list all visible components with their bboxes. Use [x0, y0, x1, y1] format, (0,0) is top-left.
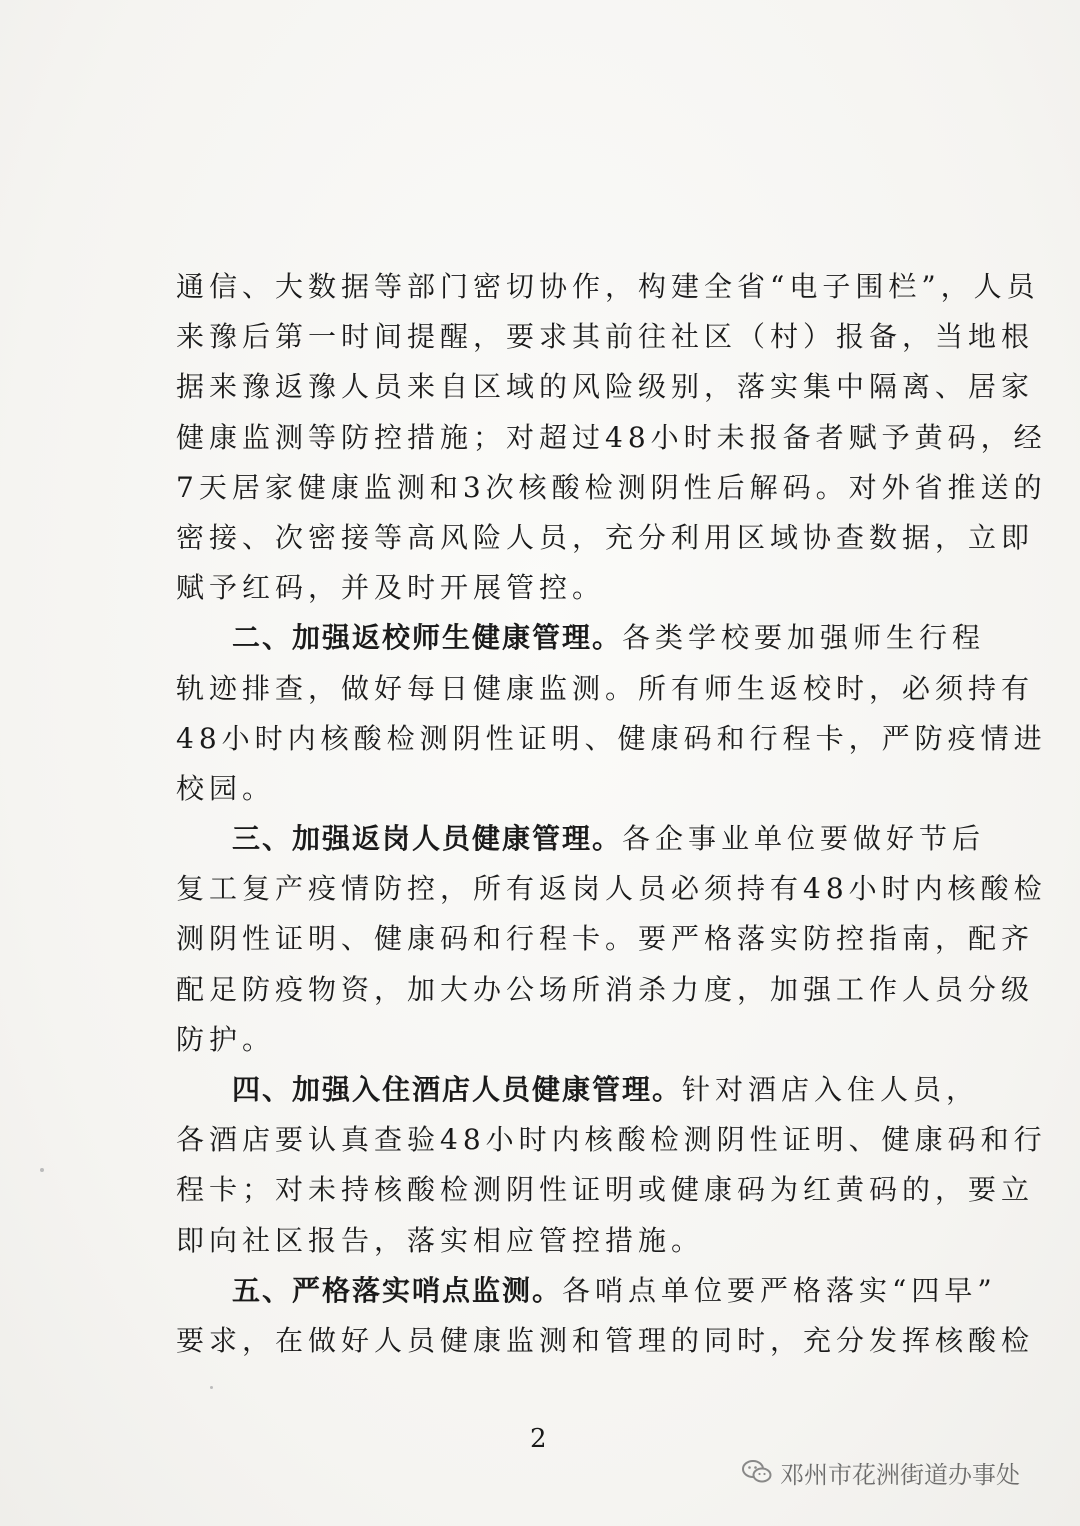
page-number: 2 — [530, 1424, 547, 1454]
section-first-line — [176, 814, 986, 864]
text-line: 配足防疫物资，加大办公场所消杀力度，加强工作人员分级 — [176, 972, 1035, 1006]
text-line: 要求，在做好人员健康监测和管理的同时，充分发挥核酸检 — [176, 1323, 1035, 1357]
document-body — [176, 262, 1047, 1366]
scan-speck — [40, 1168, 44, 1172]
scan-speck — [210, 1386, 213, 1389]
text-line: 轨迹排查，做好每日健康监测。所有师生返校时，必须持有 — [176, 671, 1035, 705]
text-line: 密接、次密接等高风险人员，充分利用区域协查数据，立即 — [176, 520, 1035, 554]
section-heading: 三、加强返岗人员健康管理。 — [232, 822, 623, 856]
text-line: 各酒店要认真查验48小时内核酸检测阴性证明、健康码和行 — [176, 1123, 1047, 1157]
text-line: 健康监测等防控措施；对超过48小时未报备者赋予黄码，经 — [176, 420, 1047, 454]
text-line: 即向社区报告，落实相应管控措施。 — [176, 1223, 705, 1257]
section-heading: 五、严格落实哨点监测。 — [232, 1273, 563, 1307]
section-first-line — [176, 1266, 997, 1316]
text-line: 通信、大数据等部门密切协作，构建全省“电子围栏”，人员 — [176, 270, 1040, 303]
text-span: 各哨点单位要严格落实“四早” — [562, 1273, 997, 1307]
account-name: 邓州市花洲街道办事处 — [780, 1460, 1020, 1489]
section-first-line — [176, 1065, 980, 1115]
section-first-line — [176, 613, 986, 663]
section-heading: 二、加强返校师生健康管理。 — [232, 621, 623, 655]
text-span: 各类学校要加强师生行程 — [622, 621, 986, 655]
text-line: 防护。 — [176, 1022, 276, 1056]
text-line: 测阴性证明、健康码和行程卡。要严格落实防控指南，配齐 — [176, 922, 1035, 956]
text-line: 程卡；对未持核酸检测阴性证明或健康码为红黄码的，要立 — [176, 1173, 1035, 1207]
text-line: 来豫后第一时间提醒，要求其前往社区（村）报备，当地根 — [176, 320, 1035, 354]
text-line: 赋予红码，并及时开展管控。 — [176, 571, 606, 605]
text-line: 校园。 — [176, 771, 276, 805]
text-line: 据来豫返豫人员来自区域的风险级别，落实集中隔离、居家 — [176, 370, 1035, 404]
account-watermark — [742, 1452, 1020, 1492]
text-line: 48小时内核酸检测阴性证明、健康码和行程卡，严防疫情进 — [176, 721, 1047, 755]
text-line: 复工复产疫情防控，所有返岗人员必须持有48小时内核酸检 — [176, 872, 1047, 906]
text-line: 7天居家健康监测和3次核酸检测阴性后解码。对外省推送的 — [176, 470, 1047, 504]
text-span: 各企事业单位要做好节后 — [622, 822, 986, 856]
section-heading: 四、加强入住酒店人员健康管理。 — [232, 1073, 683, 1106]
wechat-icon — [742, 1459, 772, 1485]
text-span: 针对酒店入住人员， — [682, 1073, 980, 1106]
